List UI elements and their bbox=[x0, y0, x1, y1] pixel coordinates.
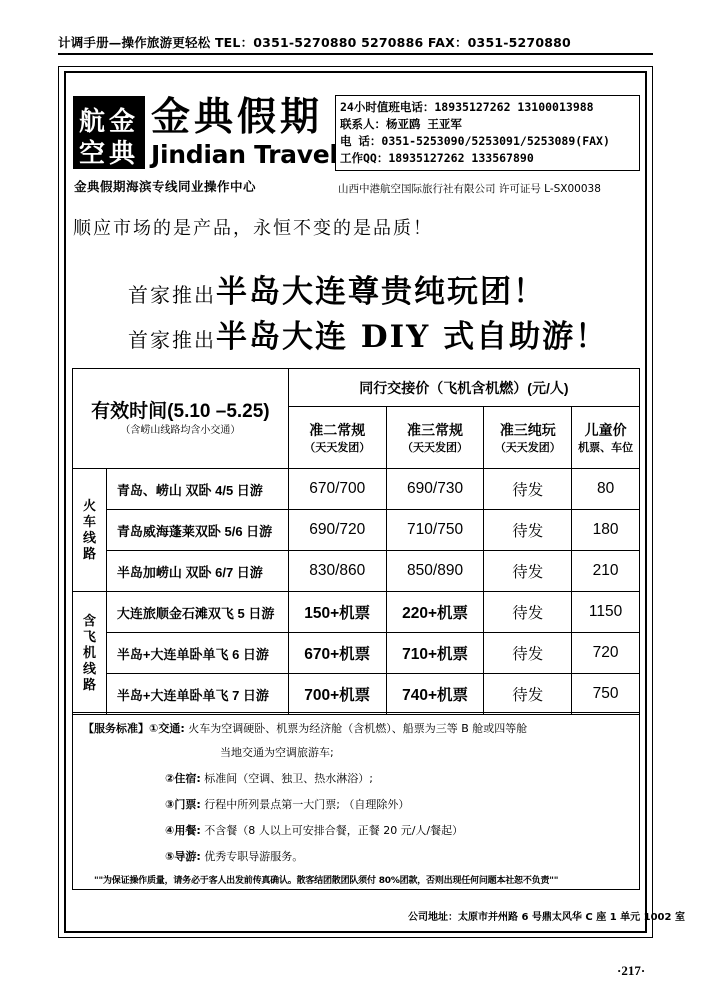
brand-name-en: Jindian Travel bbox=[151, 140, 338, 169]
child-price: 750 bbox=[572, 674, 640, 715]
group-label-char: 火 bbox=[82, 498, 96, 513]
group-label-char: 路 bbox=[82, 677, 96, 692]
brand-logo bbox=[73, 96, 145, 169]
price-value: 待发 bbox=[484, 510, 572, 551]
company-address: 公司地址：太原市并州路 6 号鼎太风华 C 座 1 单元 1002 室 bbox=[408, 912, 685, 923]
column-title: 儿童价 bbox=[584, 421, 627, 438]
service-text: 当地交通为空调旅游车; bbox=[220, 746, 334, 759]
price-value: 690/720 bbox=[288, 510, 386, 551]
headline-1 bbox=[128, 266, 546, 311]
service-text: 标准间（空调、独卫、热水淋浴）; bbox=[204, 772, 373, 785]
price-value: 670/700 bbox=[288, 469, 386, 510]
logo-char-3: 空 bbox=[79, 138, 106, 166]
headline-2 bbox=[128, 311, 608, 356]
service-text: 火车为空调硬卧、机票为经济舱（含机燃）、船票为三等 B 舱或四等舱 bbox=[188, 722, 528, 735]
column-header bbox=[484, 407, 572, 469]
column-sub: （天天发团） bbox=[494, 441, 561, 454]
service-item-guide bbox=[165, 845, 303, 869]
column-header bbox=[386, 407, 484, 469]
child-price: 210 bbox=[572, 551, 640, 592]
price-value: 待发 bbox=[484, 469, 572, 510]
price-value: 待发 bbox=[484, 592, 572, 633]
service-item-meals bbox=[165, 819, 463, 843]
service-item-tickets bbox=[165, 793, 409, 817]
route-name: 半岛+大连单卧单飞 6 日游 bbox=[106, 633, 288, 674]
price-value: 700+机票 bbox=[288, 674, 386, 715]
column-sub: （天天发团） bbox=[402, 441, 469, 454]
service-label: ⑤导游: bbox=[165, 850, 201, 863]
validity-note: （含崂山线路均含小交通） bbox=[120, 424, 241, 436]
table-row bbox=[73, 510, 640, 551]
group-label-char: 车 bbox=[82, 514, 96, 529]
price-value: 740+机票 bbox=[386, 674, 484, 715]
work-qq: 工作QQ：18935127262 133567890 bbox=[340, 151, 534, 165]
price-value: 待发 bbox=[484, 674, 572, 715]
price-value: 710/750 bbox=[386, 510, 484, 551]
route-name: 半岛加崂山 双卧 6/7 日游 bbox=[106, 551, 288, 592]
service-label: ②住宿: bbox=[165, 772, 201, 785]
logo-char-2: 金 bbox=[109, 106, 136, 137]
group-label-char: 机 bbox=[82, 645, 96, 660]
price-value: 220+机票 bbox=[386, 592, 484, 633]
validity-period: 有效时间(5.10 –5.25) bbox=[91, 400, 270, 422]
column-title: 准三纯玩 bbox=[499, 421, 556, 438]
slogan: 顺应市场的是产品，永恒不变的是品质！ bbox=[73, 218, 433, 239]
logo-char-4: 典 bbox=[109, 138, 136, 166]
group-label-train bbox=[73, 469, 107, 592]
contact-box bbox=[335, 95, 640, 171]
route-name: 大连旅顺金石滩双飞 5 日游 bbox=[106, 592, 288, 633]
brand-name-cn: 金典假期 bbox=[151, 94, 324, 140]
group-label-char: 路 bbox=[82, 546, 96, 561]
price-value: 150+机票 bbox=[288, 592, 386, 633]
table-row bbox=[73, 674, 640, 715]
service-item-transport-local bbox=[220, 741, 334, 765]
group-label-flight bbox=[73, 592, 107, 715]
service-text: 行程中所列景点第一大门票; （自理除外） bbox=[204, 798, 410, 811]
service-label: ③门票: bbox=[165, 798, 201, 811]
service-label: ①交通: bbox=[149, 722, 185, 735]
price-header: 同行交接价（飞机含机燃）(元/人) bbox=[288, 369, 639, 407]
price-value: 670+机票 bbox=[288, 633, 386, 674]
disclaimer: ""为保证操作质量，请务必于客人出发前传真确认。散客结团散团队须付 80%团款，否则出现任何问题本社恕不负责"" bbox=[94, 876, 559, 886]
price-value: 850/890 bbox=[386, 551, 484, 592]
license-line: 山西中港航空国际旅行社有限公司 许可证号 L-SX00038 bbox=[338, 183, 601, 195]
child-price: 1150 bbox=[572, 592, 640, 633]
service-text: 不含餐（8 人以上可安排合餐，正餐 20 元/人/餐起） bbox=[204, 824, 464, 837]
child-price: 80 bbox=[572, 469, 640, 510]
column-title: 准二常规 bbox=[309, 421, 366, 438]
column-sub: （天天发团） bbox=[304, 441, 371, 454]
group-label-char: 线 bbox=[82, 661, 96, 676]
service-title: 【服务标准】 bbox=[83, 722, 149, 735]
headline-2-main: 半岛大连 DIY 式自助游！ bbox=[216, 319, 609, 355]
logo-char-1: 航 bbox=[79, 106, 106, 137]
price-value: 690/730 bbox=[386, 469, 484, 510]
headline-1-lead: 首家推出 bbox=[128, 283, 216, 307]
route-name: 青岛威海蓬莱双卧 5/6 日游 bbox=[106, 510, 288, 551]
route-name: 半岛+大连单卧单飞 7 日游 bbox=[106, 674, 288, 715]
table-row bbox=[73, 551, 640, 592]
price-value: 830/860 bbox=[288, 551, 386, 592]
headline-1-main: 半岛大连尊贵纯玩团！ bbox=[216, 274, 546, 310]
header-rule bbox=[58, 53, 653, 55]
table-row bbox=[73, 469, 640, 510]
price-value: 待发 bbox=[484, 633, 572, 674]
service-label: ④用餐: bbox=[165, 824, 201, 837]
route-name: 青岛、崂山 双卧 4/5 日游 bbox=[106, 469, 288, 510]
headline-2-lead: 首家推出 bbox=[128, 328, 216, 352]
group-label-char: 含 bbox=[82, 613, 96, 628]
child-price: 180 bbox=[572, 510, 640, 551]
service-text: 优秀专职导游服务。 bbox=[204, 850, 304, 863]
hotline: 24小时值班电话：18935127262 13100013988 bbox=[340, 100, 594, 114]
validity-cell bbox=[73, 369, 289, 469]
header-strip: 计调手册—操作旅游更轻松 TEL：0351-5270880 5270886 FAX：0351-5270880 bbox=[58, 35, 571, 50]
table-row bbox=[73, 633, 640, 674]
column-header bbox=[572, 407, 640, 469]
phone-fax: 电 话：0351-5253090/5253091/5253089(FAX) bbox=[340, 134, 610, 148]
group-label-char: 飞 bbox=[82, 629, 96, 644]
page-number: ·217· bbox=[617, 963, 646, 978]
table-row bbox=[73, 592, 640, 633]
child-price: 720 bbox=[572, 633, 640, 674]
price-table bbox=[72, 368, 640, 715]
service-standards bbox=[72, 712, 640, 890]
contact-persons: 联系人：杨亚鸥 王亚军 bbox=[340, 117, 462, 131]
column-title: 准三常规 bbox=[407, 421, 464, 438]
service-item-transport bbox=[83, 717, 527, 741]
service-item-lodging bbox=[165, 767, 373, 791]
column-sub: 机票、车位 bbox=[578, 441, 634, 454]
group-label-char: 线 bbox=[82, 530, 96, 545]
operation-center-name: 金典假期海滨专线同业操作中心 bbox=[74, 179, 257, 194]
price-value: 待发 bbox=[484, 551, 572, 592]
column-header bbox=[288, 407, 386, 469]
price-value: 710+机票 bbox=[386, 633, 484, 674]
